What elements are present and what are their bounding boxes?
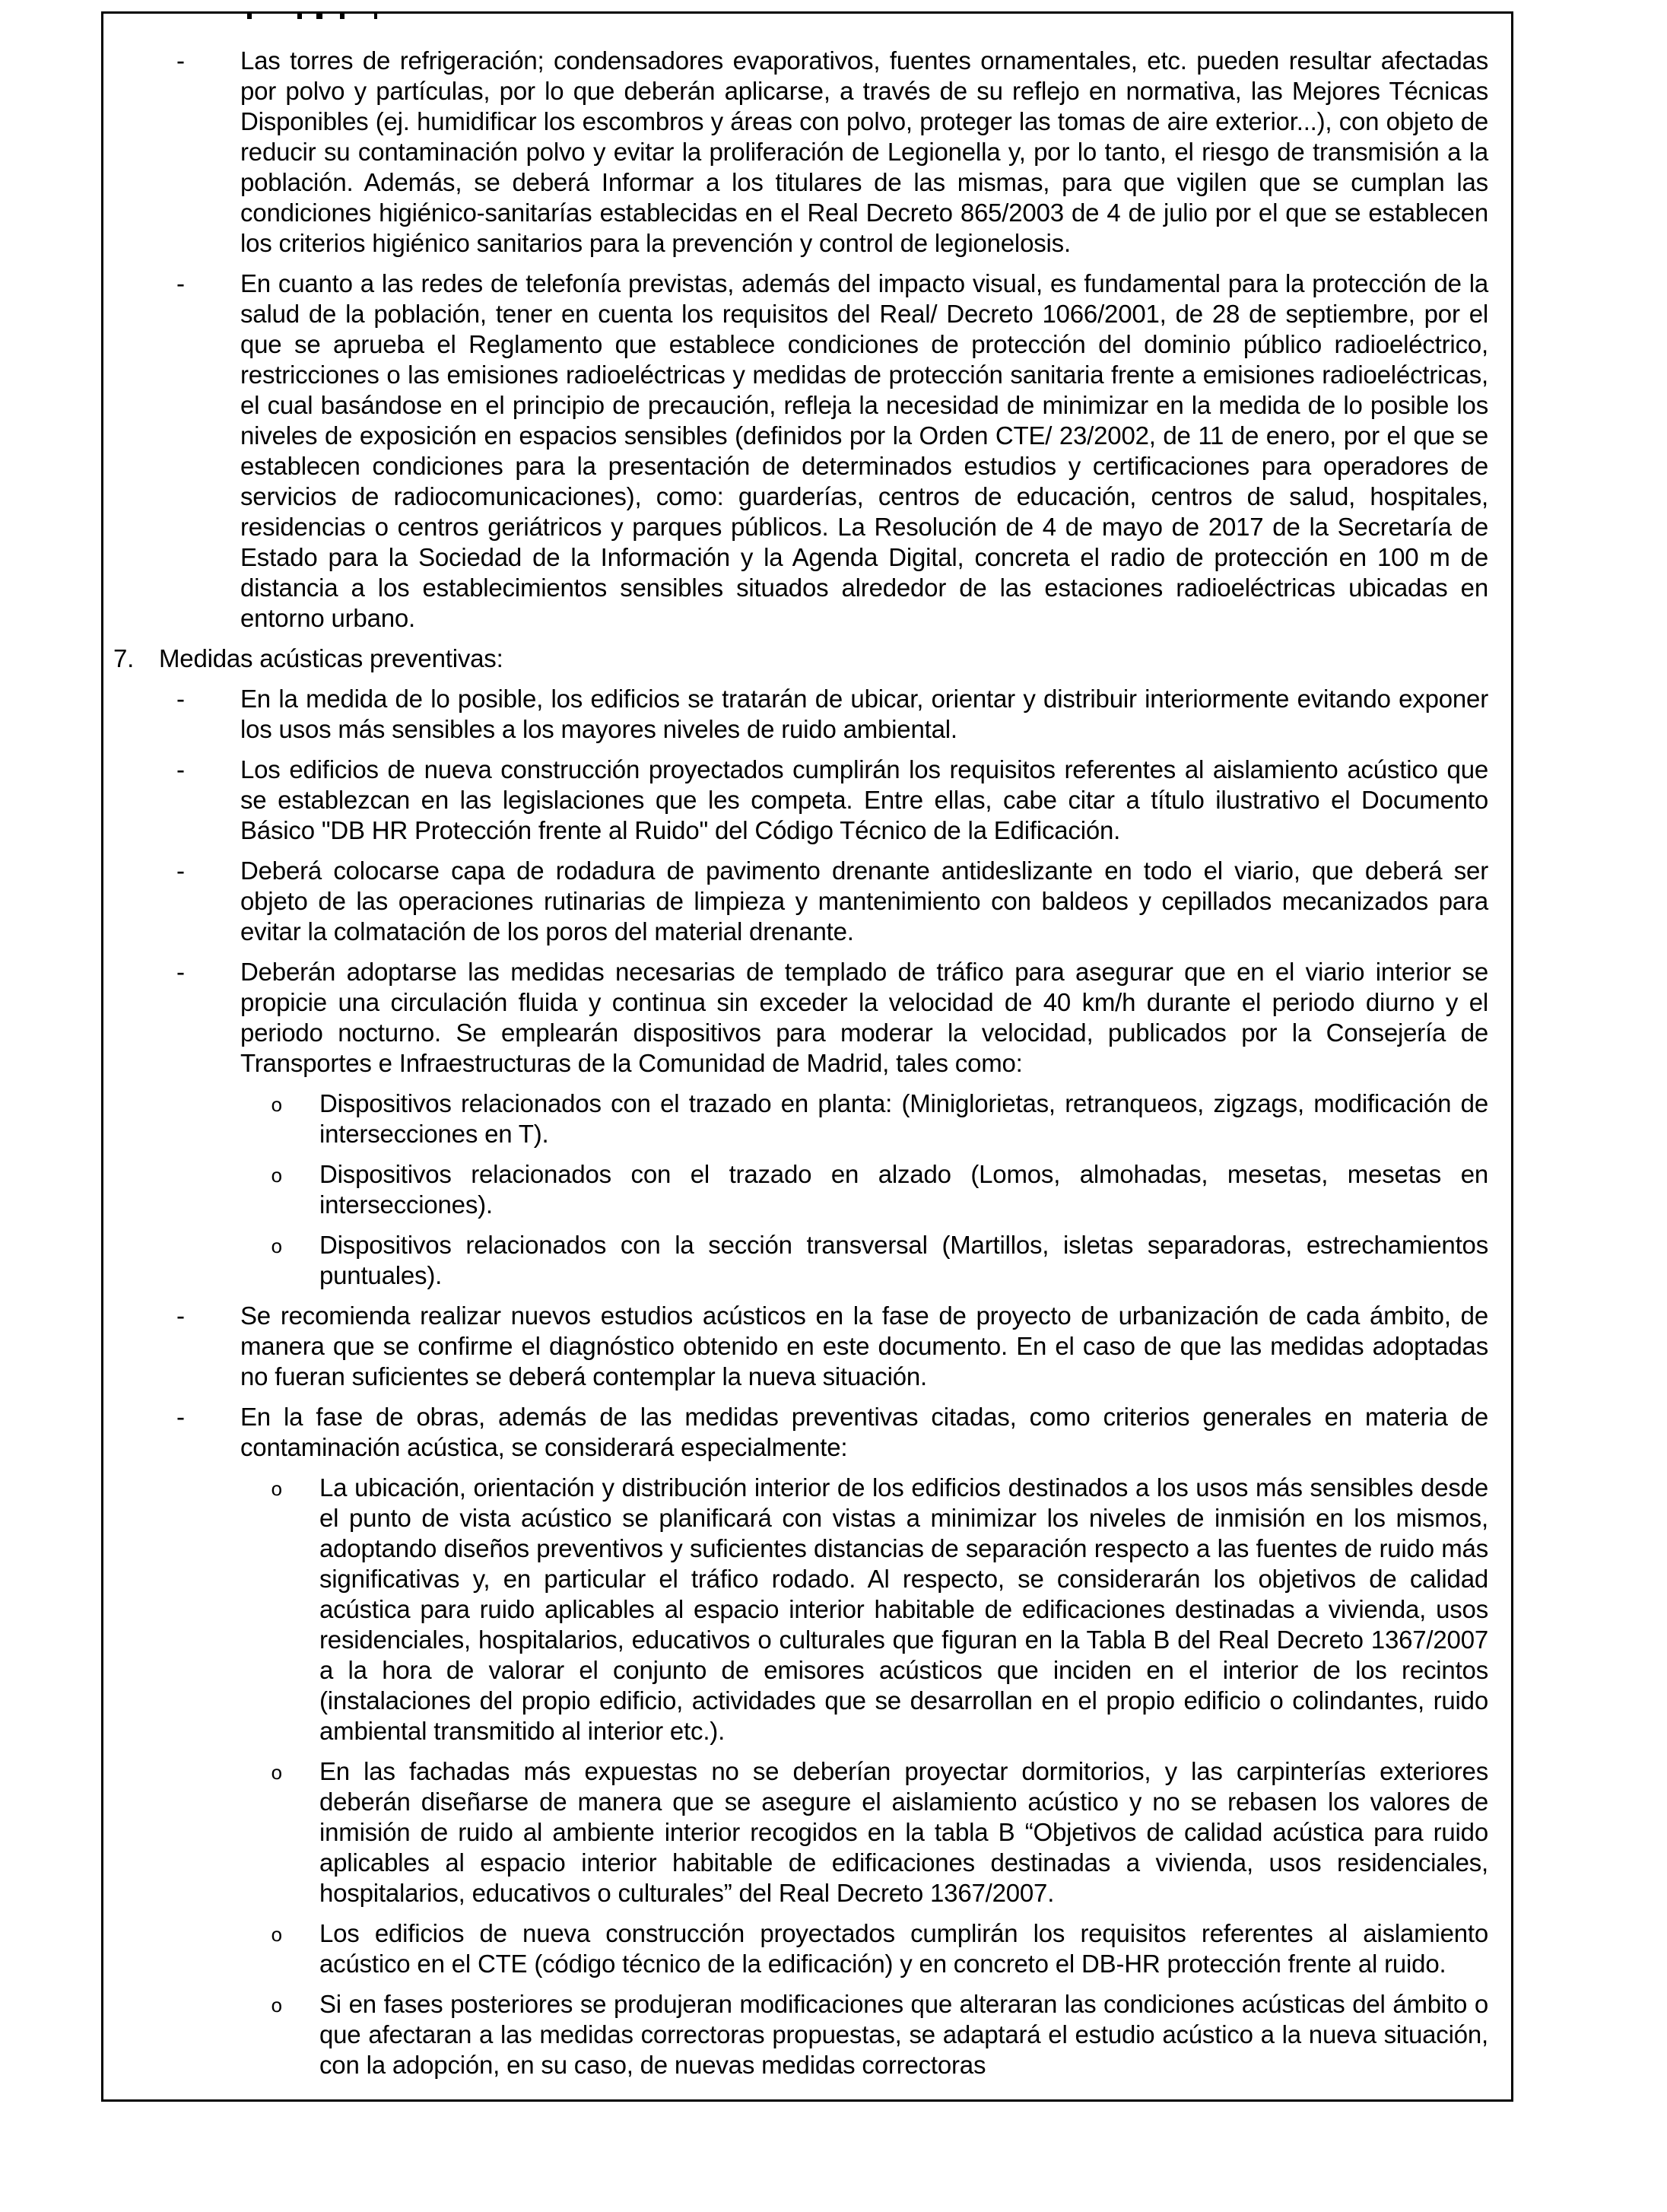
list-item xyxy=(103,46,1488,259)
cropped-text-artifact xyxy=(297,14,302,19)
circle-bullet-marker: o xyxy=(271,1479,283,1502)
list-item xyxy=(103,269,1488,634)
list-item-text: Las torres de refrigeración; condensadores evaporativos, fuentes ornamentales, etc. pueden resultar afectadas por polvo y partículas, por lo que deberán aplicarse, a través de su reflejo en normativa, las Mejores Técnicas Disponibles (ej. humidificar los escombros y áreas con polvo, proteger las tomas de aire exterior...), con objeto de reducir su contaminación polvo y evitar la proliferación de Legionella y, por lo tanto, el riesgo de transmisión a la población. Además, se deberá Informar a los titulares de las mismas, para que vigilen que se cumplan las condiciones higiénico-sanitarías establecidas en el Real Decreto 865/2003 de 4 de julio por el que se establecen los criterios higiénico sanitarios para la prevención y control de legionelosis. xyxy=(240,46,1488,257)
dash-bullet-marker: - xyxy=(176,685,185,713)
circle-bullet-marker: o xyxy=(271,1995,283,2018)
list-item-text: En la fase de obras, además de las medidas preventivas citadas, como criterios generales en materia de contaminación acústica, se considerará especialmente: xyxy=(240,1403,1488,1461)
section-title: Medidas acústicas preventivas: xyxy=(159,644,503,672)
dash-bullet-marker: - xyxy=(176,269,185,297)
sub-list-item xyxy=(103,1756,1488,1908)
sub-list-item xyxy=(103,1089,1488,1149)
section-number: 7. xyxy=(113,644,135,672)
list-item xyxy=(103,684,1488,745)
dash-bullet-marker: - xyxy=(176,857,185,885)
cropped-text-artifact xyxy=(247,14,252,19)
section-heading xyxy=(103,644,1488,674)
cropped-text-artifact xyxy=(374,14,377,19)
page-border xyxy=(101,11,1513,2102)
sub-list-item xyxy=(103,1918,1488,1979)
dash-bullet-marker: - xyxy=(176,958,185,986)
sub-list-item xyxy=(103,1159,1488,1220)
list-item-text: En la medida de lo posible, los edificios se tratarán de ubicar, orientar y distribuir interiormente evitando exponer los usos más sensibles a los mayores niveles de ruido ambiental. xyxy=(240,685,1488,743)
list-item-text: La ubicación, orientación y distribución interior de los edificios destinados a los usos más sensibles desde el punto de vista acústico se planificará con vistas a minimizar los niveles de inmisión en los mismos, adoptando diseños preventivos y suficientes distancias de separación respecto a las fuentes de ruido más significativas y, en particular el tráfico rodado. Al respecto, se considerarán los objetivos de calidad acústica para ruido aplicables al espacio interior habitable de edificaciones destinadas a vivienda, usos residenciales, hospitalarios, educativos o culturales que figuran en la Tabla B del Real Decreto 1367/2007 a la hora de valorar el conjunto de emisores acústicos que inciden en el interior de los recintos (instalaciones del propio edificio, actividades que se desarrollan en el propio edificio o colindantes, ruido ambiental transmitido al interior etc.). xyxy=(319,1473,1488,1745)
dash-bullet-marker: - xyxy=(176,1403,185,1431)
list-item-text: Dispositivos relacionados con la sección transversal (Martillos, isletas separadoras, estrechamientos puntuales). xyxy=(319,1231,1488,1289)
list-item xyxy=(103,856,1488,947)
circle-bullet-marker: o xyxy=(271,1165,283,1188)
circle-bullet-marker: o xyxy=(271,1236,283,1259)
dash-bullet-marker: - xyxy=(176,1301,185,1330)
list-item-text: Deberán adoptarse las medidas necesarias de templado de tráfico para asegurar que en el viario interior se propicie una circulación fluida y continua sin exceder la velocidad de 40 km/h durante el periodo diurno y el periodo nocturno. Se emplearán dispositivos para moderar la velocidad, publicados por la Consejería de Transportes e Infraestructuras de la Comunidad de Madrid, tales como: xyxy=(240,958,1488,1077)
list-item xyxy=(103,1301,1488,1392)
cropped-text-artifact xyxy=(316,14,322,19)
dash-bullet-marker: - xyxy=(176,755,185,783)
circle-bullet-marker: o xyxy=(271,1095,283,1117)
sub-list-item xyxy=(103,1473,1488,1746)
list-item-text: Dispositivos relacionados con el trazado en alzado (Lomos, almohadas, mesetas, mesetas en intersecciones). xyxy=(319,1160,1488,1219)
list-item xyxy=(103,957,1488,1079)
list-item-text: Los edificios de nueva construcción proyectados cumplirán los requisitos referentes al aislamiento acústico que se establezcan en las legislaciones que les competa. Entre ellas, cabe citar a título ilustrativo el Documento Básico "DB HR Protección frente al Ruido" del Código Técnico de la Edificación. xyxy=(240,755,1488,844)
list-item-text: Los edificios de nueva construcción proyectados cumplirán los requisitos referentes al aislamiento acústico en el CTE (código técnico de la edificación) y en concreto el DB-HR protección frente al ruido. xyxy=(319,1919,1488,1978)
list-item-text: En las fachadas más expuestas no se deberían proyectar dormitorios, y las carpinterías exteriores deberán diseñarse de manera que se asegure el aislamiento acústico y no se rebasen los valores de inmisión de ruido al ambiente interior recogidos en la tabla B “Objetivos de calidad acústica para ruido aplicables al espacio interior habitable de edificaciones destinadas a vivienda, usos residenciales, hospitalarios, educativos o culturales” del Real Decreto 1367/2007. xyxy=(319,1757,1488,1907)
list-item xyxy=(103,755,1488,846)
circle-bullet-marker: o xyxy=(271,1762,283,1785)
sub-list-item xyxy=(103,1230,1488,1291)
list-item xyxy=(103,1402,1488,1463)
dash-bullet-marker: - xyxy=(176,46,185,75)
sub-list-item xyxy=(103,1989,1488,2080)
list-item-text: Se recomienda realizar nuevos estudios acústicos en la fase de proyecto de urbanización de cada ámbito, de manera que se confirme el diagnóstico obtenido en este documento. En el caso de que las medidas adoptadas no fueran suficientes se deberá contemplar la nueva situación. xyxy=(240,1301,1488,1390)
list-item-text: Deberá colocarse capa de rodadura de pavimento drenante antideslizante en todo el viario, que deberá ser objeto de las operaciones rutinarias de limpieza y mantenimiento con baldeos y cepillados mecanizados para evitar la colmatación de los poros del material drenante. xyxy=(240,857,1488,946)
list-item-text: Si en fases posteriores se produjeran modificaciones que alteraran las condiciones acústicas del ámbito o que afectaran a las medidas correctoras propuestas, se adaptará el estudio acústico a la nueva situación, con la adopción, en su caso, de nuevas medidas correctoras xyxy=(319,1990,1488,2079)
circle-bullet-marker: o xyxy=(271,1924,283,1947)
list-item-text: Dispositivos relacionados con el trazado en planta: (Miniglorietas, retranqueos, zigzags, modificación de intersecciones en T). xyxy=(319,1089,1488,1148)
list-item-text: En cuanto a las redes de telefonía previstas, además del impacto visual, es fundamental para la protección de la salud de la población, tener en cuenta los requisitos del Real/ Decreto 1066/2001, de 28 de septiembre, por el que se aprueba el Reglamento que establece condiciones de protección del dominio público radioeléctrico, restricciones o las emisiones radioeléctricas y medidas de protección sanitaria frente a emisiones radioeléctricas, el cual basándose en el principio de precaución, refleja la necesidad de minimizar en la medida de lo posible los niveles de exposición en espacios sensibles (definidos por la Orden CTE/ 23/2002, de 11 de enero, por el que se establecen condiciones para la presentación de determinados estudios y certificaciones para operadores de servicios de radiocomunicaciones), como: guarderías, centros de educación, centros de salud, hospitales, residencias o centros geriátricos y parques públicos. La Resolución de 4 de mayo de 2017 de la Secretaría de Estado para la Sociedad de la Información y la Agenda Digital, concreta el radio de protección en 100 m de distancia a los establecimientos sensibles situados alrededor de las estaciones radioeléctricas ubicadas en entorno urbano. xyxy=(240,269,1488,632)
cropped-text-artifact xyxy=(340,14,345,19)
